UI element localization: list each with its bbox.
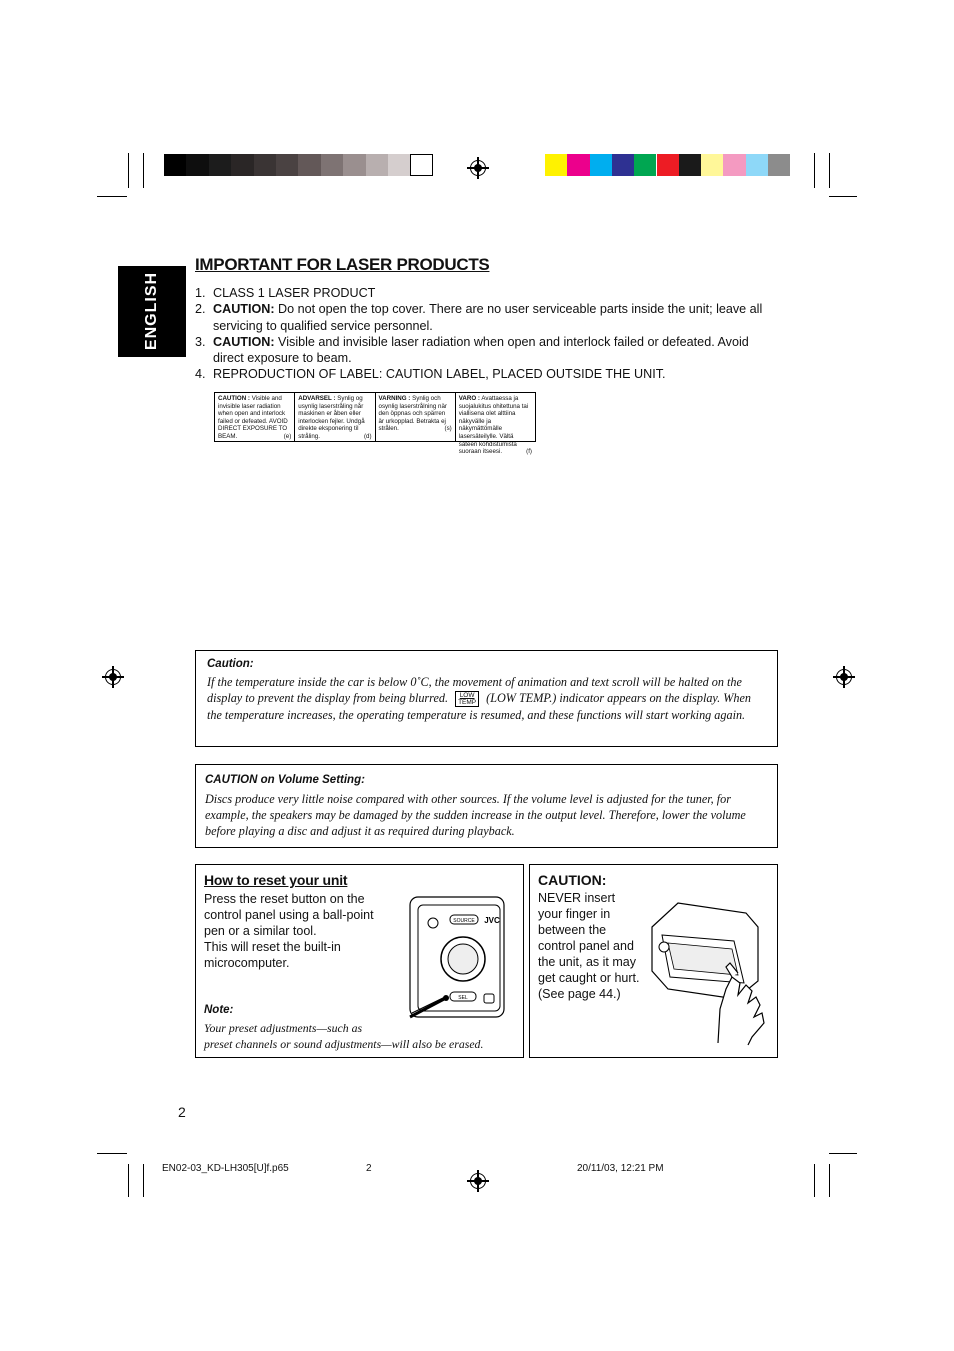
gray-swatch <box>254 154 276 176</box>
caution-finger-box <box>529 864 778 1058</box>
gray-swatch <box>321 154 343 176</box>
list-item: 3. CAUTION: Visible and invisible laser radiation when open and interlock failed or defeated. Avoid direct exposure to beam. <box>195 334 749 366</box>
crop-mark <box>814 1164 815 1197</box>
reset-unit-box <box>195 864 524 1058</box>
caution-volume-box <box>195 764 778 848</box>
caution-finger-text: NEVER insert your finger in between the control panel and the unit, as it may get caught or hurt. (See page 44.) <box>538 891 640 1001</box>
color-swatch <box>567 154 589 176</box>
crop-mark <box>128 153 129 188</box>
color-swatch <box>545 154 567 176</box>
reset-instructions: Press the reset button on the control panel using a ball-point pen or a similar tool. This will reset the built-in microcomputer. <box>204 892 374 970</box>
laser-items-list <box>195 285 775 383</box>
color-swatch <box>723 154 745 176</box>
caution-label-danish: ADVARSEL : Synlig og usynlig laserstråling når maskinen er åben eller interlocken fejler. Undgå direkte eksponering til stråling. (d) <box>295 393 375 441</box>
color-swatch <box>634 154 656 176</box>
crop-mark <box>829 196 857 197</box>
gray-swatch <box>276 154 298 176</box>
caution-temperature-box <box>195 650 778 747</box>
crop-mark <box>829 153 830 188</box>
reset-heading: How to reset your unit <box>204 872 348 888</box>
footer-date: 20/11/03, 12:21 PM <box>577 1163 664 1174</box>
gray-swatch <box>366 154 388 176</box>
gray-swatch <box>186 154 208 176</box>
registration-mark-icon <box>467 1170 489 1192</box>
color-swatch <box>746 154 768 176</box>
crop-mark <box>97 1153 127 1154</box>
crop-mark <box>97 196 127 197</box>
caution-temperature-heading: Caution: <box>207 658 254 670</box>
color-swatch <box>701 154 723 176</box>
caution-label-english: CAUTION : Visible and invisible laser radiation when open and interlock failed or defeated. AVOID DIRECT EXPOSURE TO BEAM. (e) <box>215 393 295 441</box>
color-swatch <box>657 154 679 176</box>
page-title: IMPORTANT FOR LASER PRODUCTS <box>195 255 490 274</box>
language-tab <box>118 266 186 357</box>
low-temp-indicator-icon: LOW TEMP <box>455 691 479 707</box>
control-panel-illustration-icon <box>406 895 508 1020</box>
gray-swatch <box>231 154 253 176</box>
footer-filename: EN02-03_KD-LH305[U]f.p65 <box>162 1163 289 1174</box>
gray-swatch <box>410 154 432 176</box>
page-number: 2 <box>178 1104 186 1120</box>
caution-label-swedish: VARNING : Synlig och osynlig laserstrålning när den öppnas och spärren är urkopplad. Betrakta ej strålen. (s) <box>376 393 456 441</box>
gray-swatch <box>388 154 410 176</box>
crop-mark <box>128 1164 129 1197</box>
caution-temperature-text: If the temperature inside the car is below 0˚C, the movement of animation and text scroll will be halted on the display to prevent the display from being blurred. LOW TEMP (LOW TEMP.) indicator appears on the display. When the temperature increases, the operating temperature is resumed, and these functions will start working again. <box>207 675 752 723</box>
caution-finger-heading: CAUTION: <box>538 872 607 888</box>
svg-text:SOURCE: SOURCE <box>453 918 475 924</box>
gray-swatch <box>343 154 365 176</box>
language-tab-label: ENGLISH <box>143 271 160 351</box>
registration-mark-icon <box>467 157 489 179</box>
gray-swatch <box>164 154 186 176</box>
color-swatch <box>590 154 612 176</box>
gray-swatch <box>298 154 320 176</box>
svg-text:SEL: SEL <box>458 995 468 1001</box>
crop-mark <box>829 1153 857 1154</box>
footer-page: 2 <box>366 1163 372 1174</box>
crop-mark <box>829 1164 830 1197</box>
caution-label-finnish: VARO : Avattaessa ja suojalukitus ohitettuna tai viallisena olet alttiina näkyvälle ja näkymättömälle lasersäteilylle. Vältä säteen kohdistumista suoraan itseesi. (f) <box>458 395 532 456</box>
hand-panel-illustration-icon <box>648 897 772 1045</box>
registration-mark-icon <box>833 666 855 688</box>
list-item: 2. CAUTION: Do not open the top cover. There are no user serviceable parts inside the unit; leave all servicing to qualified service personnel. <box>195 302 763 333</box>
color-swatch <box>612 154 634 176</box>
gray-swatch <box>209 154 231 176</box>
caution-label <box>214 392 536 456</box>
crop-mark <box>143 153 144 188</box>
note-text: Your preset adjustments—such as preset channels or sound adjustments—will also be erased. <box>204 1021 484 1051</box>
caution-volume-text: Discs produce very little noise compared with other sources. If the volume level is adjusted for the tuner, for example, the speakers may be damaged by the sudden increase in the output level. Therefore, lower the volume before playing a disc and adjust it as required during playback. <box>205 792 746 839</box>
color-swatch <box>768 154 790 176</box>
color-swatch <box>679 154 701 176</box>
list-item: 4. REPRODUCTION OF LABEL: CAUTION LABEL, PLACED OUTSIDE THE UNIT. <box>195 367 666 382</box>
crop-mark <box>143 1164 144 1197</box>
caution-volume-heading: CAUTION on Volume Setting: <box>205 774 365 786</box>
svg-text:JVC: JVC <box>484 916 500 925</box>
registration-mark-icon <box>102 666 124 688</box>
note-heading: Note: <box>204 1004 234 1016</box>
crop-mark <box>814 153 815 188</box>
list-item: 1. CLASS 1 LASER PRODUCT <box>195 286 376 300</box>
